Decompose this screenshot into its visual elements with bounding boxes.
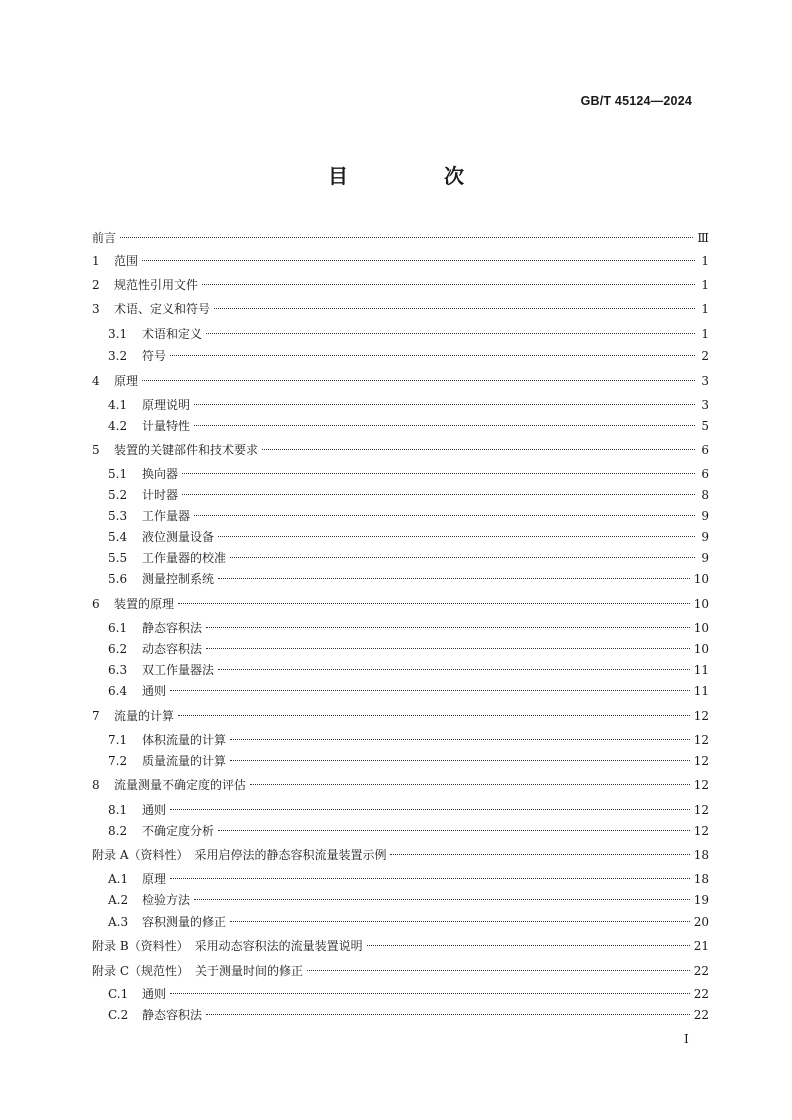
dot-leader: [170, 878, 690, 879]
toc-entry-page: 18: [693, 872, 709, 886]
dot-leader: [230, 921, 690, 922]
toc-entry-number: C.2: [108, 1008, 129, 1022]
toc-entry-number: 4: [92, 374, 100, 388]
toc-entry-number: 7.1: [108, 733, 128, 747]
toc-entry-number: 2: [92, 278, 100, 292]
toc-subentry[interactable]: [108, 870, 709, 888]
dot-leader: [367, 945, 690, 946]
toc-entry[interactable]: [92, 300, 709, 318]
toc-entry-page: 6: [701, 467, 709, 481]
toc-entry-title: 规范性引用文件: [114, 278, 199, 292]
dot-leader: [182, 494, 695, 495]
dot-leader: [390, 854, 689, 855]
toc-entry-title: 测量控制系统: [142, 572, 215, 586]
dot-leader: [206, 627, 690, 628]
toc-entry-title: 体积流量的计算: [142, 733, 227, 747]
toc-subentry[interactable]: [108, 640, 709, 658]
dot-leader: [307, 970, 690, 971]
dot-leader: [230, 760, 690, 761]
dot-leader: [218, 536, 695, 537]
toc-subentry[interactable]: [108, 913, 709, 931]
toc-entry-number: 8.2: [108, 824, 128, 838]
toc-subentry[interactable]: [108, 347, 709, 365]
toc-entry-title: 换向器: [142, 467, 179, 481]
dot-leader: [170, 690, 690, 691]
toc-entry-title: 符号: [142, 349, 167, 363]
toc-entry-title: 装置的原理: [114, 597, 175, 611]
dot-leader: [142, 380, 695, 381]
toc-entry-page: 22: [693, 1008, 709, 1022]
toc-entry-title: 静态容积法: [142, 1008, 203, 1022]
dot-leader: [120, 237, 693, 238]
toc-subentry[interactable]: [108, 619, 709, 637]
toc-entry-number: 5.5: [108, 551, 128, 565]
toc-entry-title: 通则: [142, 684, 167, 698]
toc-entry-title: 附录 A（资料性） 采用启停法的静态容积流量装置示例: [92, 848, 387, 862]
toc-subentry[interactable]: [108, 891, 709, 909]
toc-entry-title: 术语、定义和符号: [114, 302, 211, 316]
toc-entry-number: 5.6: [108, 572, 128, 586]
toc-entry-page: 6: [701, 443, 709, 457]
toc-entry-page: 1: [701, 278, 709, 292]
toc-entry-title: 工作量器: [142, 509, 191, 523]
dot-leader: [194, 899, 690, 900]
toc-entry-page: 10: [693, 572, 709, 586]
toc-entry-number: 5.4: [108, 530, 128, 544]
toc-entry-title: 装置的关键部件和技术要求: [114, 443, 259, 457]
dot-leader: [218, 830, 690, 831]
toc-entry-title: 质量流量的计算: [142, 754, 227, 768]
toc-entry-number: 6.1: [108, 621, 128, 635]
toc-entry-page: 1: [701, 302, 709, 316]
toc-subentry[interactable]: [108, 682, 709, 700]
toc-entry-page: 22: [693, 987, 709, 1001]
toc-entry-number: 3: [92, 302, 100, 316]
toc-entry-title: 原理说明: [142, 398, 191, 412]
toc-subentry[interactable]: [108, 1006, 709, 1024]
toc-subentry[interactable]: [108, 396, 709, 414]
dot-leader: [142, 260, 695, 261]
toc-entry-title: 计时器: [142, 488, 179, 502]
toc-entry-number: 3.2: [108, 349, 128, 363]
toc-entry-title: 液位测量设备: [142, 530, 215, 544]
toc-entry-number: A.2: [108, 893, 129, 907]
toc-entry-number: 6.4: [108, 684, 128, 698]
dot-leader: [182, 473, 695, 474]
toc-entry-title: 流量测量不确定度的评估: [114, 778, 247, 792]
toc-entry-page: 8: [701, 488, 709, 502]
toc-entry-title: 通则: [142, 803, 167, 817]
toc-entry-title: 前言: [92, 231, 117, 245]
dot-leader: [178, 715, 690, 716]
dot-leader: [262, 449, 695, 450]
toc-entry-title: 术语和定义: [142, 327, 203, 341]
toc-entry-page: 20: [693, 915, 709, 929]
toc-subentry[interactable]: [108, 801, 709, 819]
toc-subentry[interactable]: [108, 549, 709, 567]
toc-entry[interactable]: [92, 441, 709, 459]
toc-entry-title: 动态容积法: [142, 642, 203, 656]
toc-entry-page: 10: [693, 621, 709, 635]
toc-subentry[interactable]: [108, 528, 709, 546]
dot-leader: [230, 739, 690, 740]
toc-entry-number: 5: [92, 443, 100, 457]
toc-subentry[interactable]: [108, 325, 709, 343]
toc-entry-page: 18: [693, 848, 709, 862]
toc-entry-title: 附录 B（资料性） 采用动态容积法的流量装置说明: [92, 939, 363, 953]
dot-leader: [170, 993, 690, 994]
toc-entry-title: 原理: [142, 872, 167, 886]
toc-entry-number: 6: [92, 597, 100, 611]
toc-subentry[interactable]: [108, 661, 709, 679]
toc-entry[interactable]: [92, 595, 709, 613]
toc-subentry[interactable]: [108, 417, 709, 435]
dot-leader: [194, 425, 695, 426]
toc-entry-number: 8.1: [108, 803, 128, 817]
dot-leader: [194, 515, 695, 516]
toc-entry-page: 12: [693, 803, 709, 817]
toc-entry-page: 3: [701, 374, 709, 388]
toc-entry[interactable]: [92, 252, 709, 270]
toc-entry-page: 21: [693, 939, 709, 953]
toc-entry-page: Ⅲ: [697, 231, 709, 245]
toc-entry-page: 1: [701, 327, 709, 341]
toc-entry-number: C.1: [108, 987, 129, 1001]
dot-leader: [206, 333, 695, 334]
dot-leader: [250, 784, 690, 785]
dot-leader: [194, 404, 695, 405]
toc-entry-number: 1: [92, 254, 100, 268]
toc-entry-title: 原理: [114, 374, 139, 388]
toc-entry-page: 9: [701, 530, 709, 544]
toc-entry-page: 12: [693, 709, 709, 723]
page-title: 目 次: [328, 164, 502, 188]
toc-entry-title: 容积测量的修正: [142, 915, 227, 929]
toc-entry-number: 5.2: [108, 488, 128, 502]
toc-subentry[interactable]: [108, 465, 709, 483]
toc-entry-title: 静态容积法: [142, 621, 203, 635]
dot-leader: [206, 1014, 690, 1015]
toc-entry[interactable]: [92, 372, 709, 390]
toc-entry-page: 22: [693, 964, 709, 978]
toc-entry-page: 10: [693, 597, 709, 611]
dot-leader: [178, 603, 690, 604]
toc-entry-page: 3: [701, 398, 709, 412]
toc-entry-title: 通则: [142, 987, 167, 1001]
toc-entry[interactable]: [92, 229, 709, 247]
dot-leader: [230, 557, 695, 558]
toc-entry-page: 11: [693, 684, 709, 698]
toc-entry-page: 1: [701, 254, 709, 268]
toc-entry-page: 9: [701, 551, 709, 565]
toc-entry-page: 10: [693, 642, 709, 656]
toc-entry-page: 12: [693, 824, 709, 838]
toc-entry-title: 流量的计算: [114, 709, 175, 723]
toc-entry-page: 9: [701, 509, 709, 523]
toc-entry-page: 11: [693, 663, 709, 677]
toc-entry-title: 不确定度分析: [142, 824, 215, 838]
toc-entry[interactable]: [92, 846, 709, 864]
toc-entry-number: 6.2: [108, 642, 128, 656]
dot-leader: [206, 648, 690, 649]
toc-entry-title: 双工作量器法: [142, 663, 215, 677]
toc-entry-number: 6.3: [108, 663, 128, 677]
toc-entry-page: 2: [701, 349, 709, 363]
toc-subentry[interactable]: [108, 570, 709, 588]
toc-entry-number: A.3: [108, 915, 129, 929]
toc-entry-title: 计量特性: [142, 419, 191, 433]
toc-subentry[interactable]: [108, 731, 709, 749]
toc-subentry[interactable]: [108, 752, 709, 770]
toc-entry[interactable]: [92, 707, 709, 725]
toc-entry-number: A.1: [108, 872, 129, 886]
toc-entry-title: 附录 C（规范性） 关于测量时间的修正: [92, 964, 303, 978]
toc-entry[interactable]: [92, 776, 709, 794]
toc-entry-page: 19: [693, 893, 709, 907]
toc-entry-title: 工作量器的校准: [142, 551, 227, 565]
dot-leader: [214, 308, 695, 309]
toc-subentry[interactable]: [108, 486, 709, 504]
standard-code: GB/T 45124—2024: [580, 94, 692, 108]
toc-entry-page: 12: [693, 754, 709, 768]
toc-entry-page: 12: [693, 778, 709, 792]
toc-entry[interactable]: [92, 937, 709, 955]
toc-entry[interactable]: [92, 276, 709, 294]
toc-entry-title: 检验方法: [142, 893, 191, 907]
dot-leader: [170, 809, 690, 810]
toc-entry-number: 5.1: [108, 467, 128, 481]
dot-leader: [218, 669, 690, 670]
toc-entry-number: 7: [92, 709, 100, 723]
toc-subentry[interactable]: [108, 822, 709, 840]
toc-subentry[interactable]: [108, 507, 709, 525]
toc-entry-number: 3.1: [108, 327, 128, 341]
toc-entry-number: 4.1: [108, 398, 128, 412]
toc-entry-number: 8: [92, 778, 100, 792]
toc-entry[interactable]: [92, 962, 709, 980]
toc-entry-page: 12: [693, 733, 709, 747]
dot-leader: [202, 284, 695, 285]
toc-entry-title: 范围: [114, 254, 139, 268]
page-number: I: [684, 1032, 689, 1046]
toc-entry-number: 5.3: [108, 509, 128, 523]
toc-entry-page: 5: [701, 419, 709, 433]
toc-subentry[interactable]: [108, 985, 709, 1003]
dot-leader: [218, 578, 690, 579]
toc-entry-number: 7.2: [108, 754, 128, 768]
toc-entry-number: 4.2: [108, 419, 128, 433]
dot-leader: [170, 355, 695, 356]
